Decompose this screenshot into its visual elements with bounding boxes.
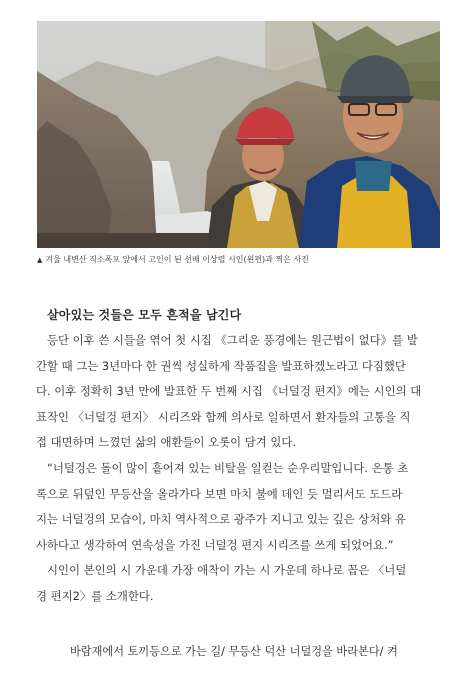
text-line: 사하다고 생각하여 연속성을 가진 너덜겅 편지 시리즈를 쓰게 되었어요.” [36, 537, 394, 552]
text-line: 록으로 뒤덮인 무등산을 올라가다 보면 마치 불에 데인 듯 멀리서도 도드라 [36, 486, 403, 501]
text-line: 등단 이후 쓴 시들을 엮어 첫 시집 《그리운 풍경에는 원근법이 없다》를 발 [47, 333, 418, 347]
paragraph-1 [36, 328, 428, 456]
text-line: 지는 너덜겅의 모습이, 마치 역사적으로 광주가 지니고 있는 깊은 상처와 유 [36, 512, 406, 527]
caption-marker: ▲ [37, 256, 43, 264]
text-line: 표작인 〈너덜겅 편지〉 시리즈와 함께 의사로 일하면서 환자들의 고통을 직 [36, 409, 411, 424]
section-heading: 살아있는 것들은 모두 흔적을 남긴다 [47, 308, 242, 322]
text-line: 접 대면하며 느꼈던 삶의 애환들이 오롯이 담겨 있다. [36, 435, 297, 450]
photo-illustration [37, 21, 440, 248]
text-line: 다. 이후 정확히 3년 만에 발표한 두 번째 시집 《너덜겅 편지》에는 시인의 대 [36, 384, 422, 399]
text-line: “너덜겅은 돌이 많이 흩어져 있는 비탈을 일컫는 순우리말입니다. 온통 초 [47, 460, 409, 475]
photo-caption [37, 254, 447, 266]
text-line: 시인이 본인의 시 가운데 가장 애착이 가는 시 가운데 하나로 꼽은 〈너덜 [47, 563, 407, 578]
caption-text: 겨울 내변산 직소폭포 앞에서 고인이 된 선배 이상렬 시인(왼편)과 찍은 사진 [45, 255, 309, 264]
text-line: 간할 때 그는 3년마다 한 권씩 성실하게 작품집을 발표하겠노라고 다짐했단 [36, 358, 406, 373]
text-line: 경 편지2〉를 소개한다. [36, 588, 154, 603]
paragraph-3 [36, 558, 428, 609]
hiking-photo [37, 21, 440, 248]
poem-first-line: 바람재에서 토끼등으로 가는 길/ 무등산 덕산 너덜겅을 바라본다/ 켜 [70, 645, 398, 658]
paragraph-2-quote [36, 456, 428, 558]
article-body [36, 328, 428, 610]
